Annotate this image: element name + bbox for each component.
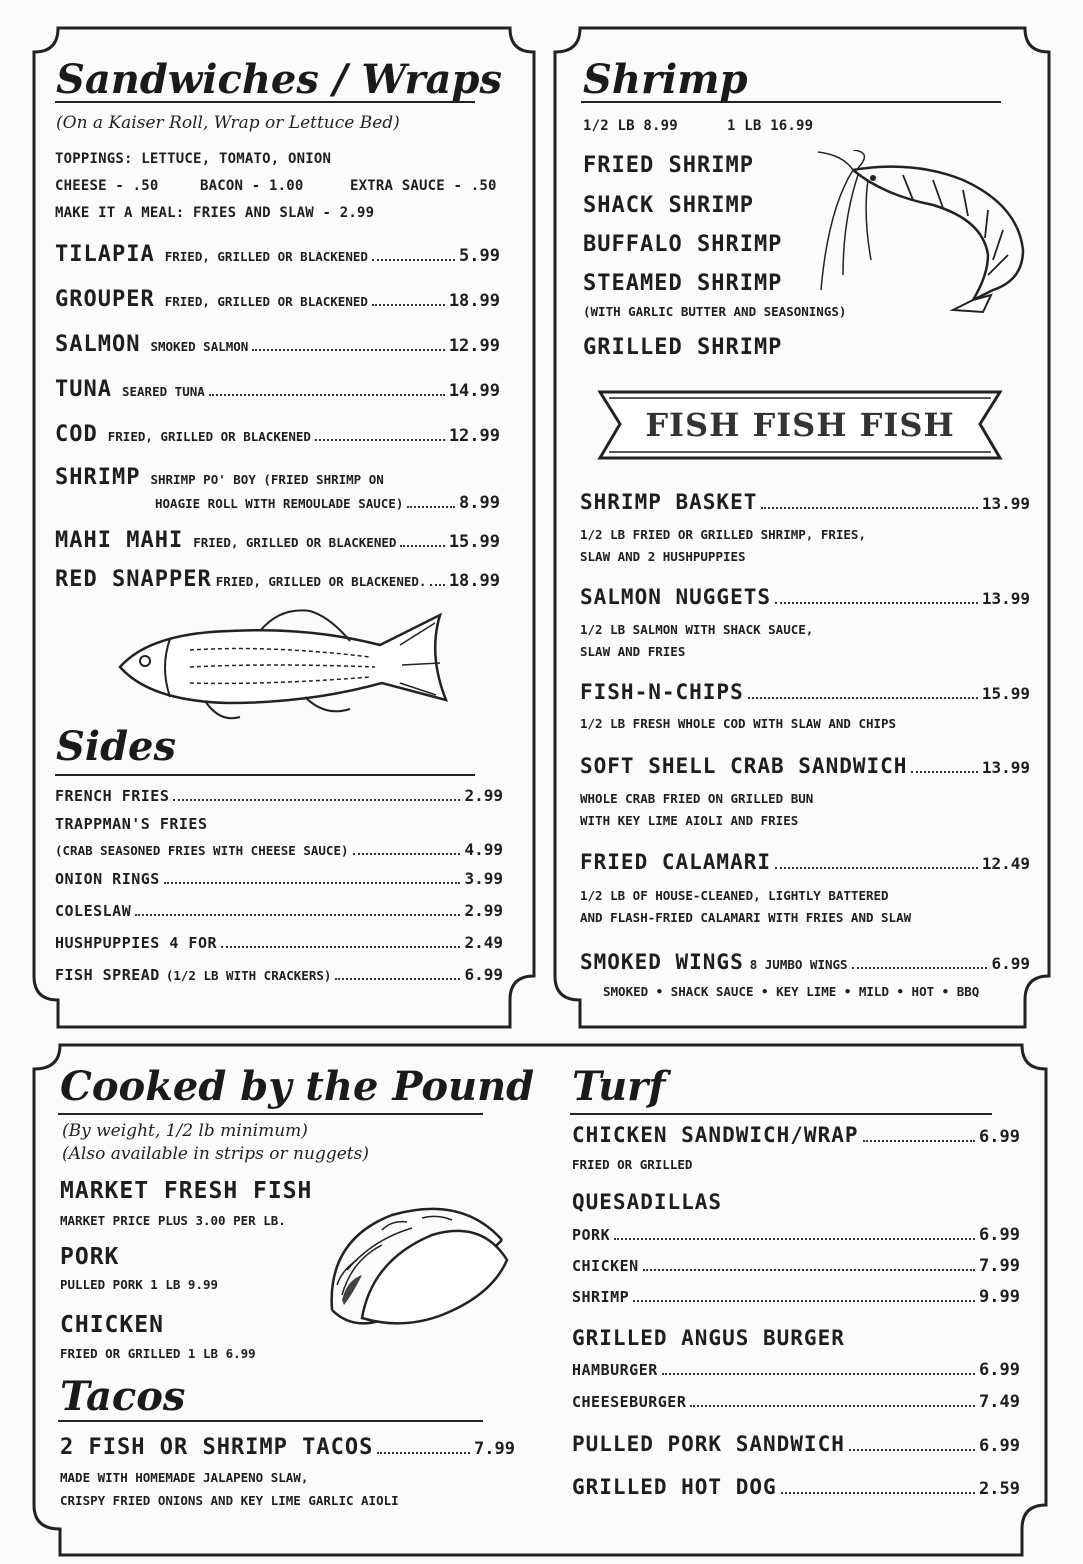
sides-rule — [55, 774, 475, 776]
side-trappmans-fries: TRAPPMAN'S FRIES — [55, 815, 208, 833]
shrimp-price-full: 1 LB 16.99 — [727, 118, 814, 134]
shrimp-illustration — [813, 150, 1043, 315]
sandwiches-rule — [55, 101, 475, 103]
side-fish-spread: FISH SPREAD (1/2 LB WITH CRACKERS) 6.99 — [55, 965, 503, 984]
fish-item-salmon-nuggets: SALMON NUGGETS 13.99 — [580, 585, 1030, 609]
fish-item-fried-calamari: FRIED CALAMARI 12.49 — [580, 850, 1030, 874]
side-onion-rings: ONION RINGS 3.99 — [55, 869, 503, 888]
turf-quesadilla-shrimp: SHRIMP 9.99 — [572, 1287, 1020, 1307]
sandwiches-title: Sandwiches / Wraps — [56, 56, 502, 103]
fish-item-fish-n-chips: FISH-N-CHIPS 15.99 — [580, 680, 1030, 704]
menu-item-salmon: SALMON SMOKED SALMON 12.99 — [55, 332, 500, 357]
extra-sauce: EXTRA SAUCE - .50 — [350, 178, 497, 194]
pound-title: Cooked by the Pound — [60, 1063, 535, 1110]
fish-desc: SLAW AND FRIES — [580, 644, 686, 659]
fish-banner — [595, 384, 1005, 466]
fish-item-soft-shell-crab: SOFT SHELL CRAB SANDWICH 13.99 — [580, 754, 1030, 778]
sandwiches-subtitle: (On a Kaiser Roll, Wrap or Lettuce Bed) — [56, 113, 400, 133]
shrimp-item-fried: FRIED SHRIMP — [583, 153, 754, 178]
menu-item-red-snapper: RED SNAPPER FRIED, GRILLED OR BLACKENED. 18.99 — [55, 567, 500, 592]
shrimp-title: Shrimp — [583, 56, 748, 103]
tacos-rule — [58, 1420, 483, 1422]
pound-item-chicken: CHICKEN — [60, 1312, 164, 1338]
fish-desc: AND FLASH-FRIED CALAMARI WITH FRIES AND SLAW — [580, 910, 912, 925]
shrimp-rule — [581, 101, 1001, 103]
taco-illustration — [322, 1200, 512, 1340]
sides-title: Sides — [56, 723, 177, 770]
side-trappmans-note: (CRAB SEASONED FRIES WITH CHEESE SAUCE) 4.99 — [55, 840, 503, 859]
wings-flavors: SMOKED • SHACK SAUCE • KEY LIME • MILD • HOT • BBQ — [603, 984, 980, 999]
shrimp-fish-panel — [545, 0, 1083, 1035]
menu-item-grouper: GROUPER FRIED, GRILLED OR BLACKENED 18.99 — [55, 287, 500, 312]
pound-desc-pork: PULLED PORK 1 LB 9.99 — [60, 1277, 219, 1292]
pound-item-market-fish: MARKET FRESH FISH — [60, 1178, 313, 1204]
shrimp-price-half: 1/2 LB 8.99 — [583, 118, 678, 134]
menu-item-cod: COD FRIED, GRILLED OR BLACKENED 12.99 — [55, 422, 500, 447]
taco-desc: CRISPY FRIED ONIONS AND KEY LIME GARLIC AIOLI — [60, 1493, 399, 1508]
turf-cheeseburger: CHEESEBURGER 7.49 — [572, 1392, 1020, 1412]
fish-desc: 1/2 LB OF HOUSE-CLEANED, LIGHTLY BATTERED — [580, 888, 889, 903]
turf-chicken-sandwich: CHICKEN SANDWICH/WRAP 6.99 — [572, 1123, 1020, 1147]
fish-desc: SLAW AND 2 HUSHPUPPIES — [580, 549, 746, 564]
pound-subtitle-2: (Also available in strips or nuggets) — [62, 1144, 369, 1164]
turf-quesadilla-pork: PORK 6.99 — [572, 1225, 1020, 1245]
taco-item: 2 FISH OR SHRIMP TACOS 7.99 — [60, 1435, 515, 1460]
extra-bacon: BACON - 1.00 — [200, 178, 304, 194]
menu-item-tilapia: TILAPIA FRIED, GRILLED OR BLACKENED 5.99 — [55, 242, 500, 267]
turf-hot-dog: GRILLED HOT DOG 2.59 — [572, 1475, 1020, 1499]
turf-quesadillas: QUESADILLAS — [572, 1190, 723, 1214]
tacos-title: Tacos — [60, 1373, 186, 1420]
menu-item-tuna: TUNA SEARED TUNA 14.99 — [55, 377, 500, 402]
fish-illustration — [110, 605, 455, 730]
fish-desc: 1/2 LB SALMON WITH SHACK SAUCE, — [580, 622, 814, 637]
shrimp-steamed-note: (WITH GARLIC BUTTER AND SEASONINGS) — [583, 304, 847, 319]
pound-turf-panel — [0, 1035, 1083, 1564]
turf-title: Turf — [572, 1063, 666, 1110]
pound-desc-chicken: FRIED OR GRILLED 1 LB 6.99 — [60, 1346, 256, 1361]
pound-desc-market-fish: MARKET PRICE PLUS 3.00 PER LB. — [60, 1213, 286, 1228]
extra-cheese: CHEESE - .50 — [55, 178, 159, 194]
turf-burger: GRILLED ANGUS BURGER — [572, 1326, 845, 1350]
sandwiches-panel — [0, 0, 545, 1035]
menu-item-shrimp: SHRIMP SHRIMP PO' BOY (FRIED SHRIMP ON — [55, 465, 384, 490]
turf-quesadilla-chicken: CHICKEN 7.99 — [572, 1256, 1020, 1276]
shrimp-item-steamed: STEAMED SHRIMP — [583, 271, 783, 296]
menu-item-mahi-mahi: MAHI MAHI FRIED, GRILLED OR BLACKENED 15.99 — [55, 528, 500, 553]
shrimp-item-buffalo: BUFFALO SHRIMP — [583, 232, 783, 257]
shrimp-item-grilled: GRILLED SHRIMP — [583, 335, 783, 360]
pound-rule — [58, 1113, 483, 1115]
fish-desc: WHOLE CRAB FRIED ON GRILLED BUN — [580, 791, 814, 806]
shrimp-item-shack: SHACK SHRIMP — [583, 193, 754, 218]
meal-text: MAKE IT A MEAL: FRIES AND SLAW - 2.99 — [55, 205, 375, 221]
toppings-text: TOPPINGS: LETTUCE, TOMATO, ONION — [55, 151, 332, 167]
taco-desc: MADE WITH HOMEMADE JALAPENO SLAW, — [60, 1470, 309, 1485]
side-french-fries: FRENCH FRIES 2.99 — [55, 786, 503, 805]
side-coleslaw: COLESLAW 2.99 — [55, 901, 503, 920]
turf-chicken-sandwich-desc: FRIED OR GRILLED — [572, 1157, 693, 1172]
turf-hamburger: HAMBURGER 6.99 — [572, 1360, 1020, 1380]
menu-item-shrimp-line2: HOAGIE ROLL WITH REMOULADE SAUCE) 8.99 — [155, 493, 500, 513]
fish-banner-text: FISH FISH FISH — [645, 406, 955, 444]
pound-item-pork: PORK — [60, 1244, 120, 1270]
side-hushpuppies: HUSHPUPPIES 4 FOR 2.49 — [55, 933, 503, 952]
fish-item-smoked-wings: SMOKED WINGS 8 JUMBO WINGS 6.99 — [580, 950, 1030, 974]
fish-desc: 1/2 LB FRIED OR GRILLED SHRIMP, FRIES, — [580, 527, 866, 542]
fish-item-shrimp-basket: SHRIMP BASKET 13.99 — [580, 490, 1030, 514]
pound-subtitle-1: (By weight, 1/2 lb minimum) — [62, 1121, 308, 1141]
turf-pulled-pork: PULLED PORK SANDWICH 6.99 — [572, 1432, 1020, 1456]
turf-rule — [570, 1113, 992, 1115]
fish-desc: 1/2 LB FRESH WHOLE COD WITH SLAW AND CHIPS — [580, 716, 897, 731]
fish-desc: WITH KEY LIME AIOLI AND FRIES — [580, 813, 799, 828]
